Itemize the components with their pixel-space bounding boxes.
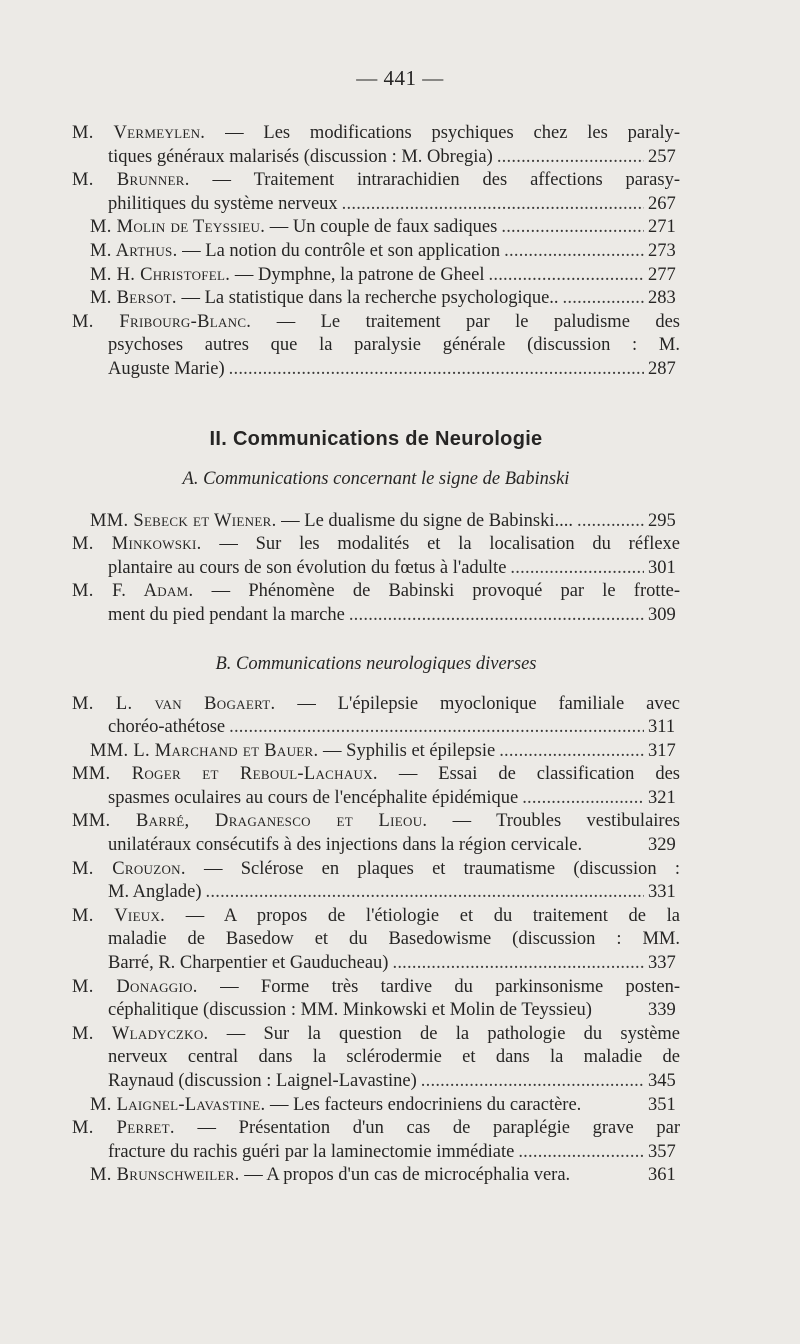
- entry-title-end: — Dymphne, la patrone de Gheel: [234, 264, 485, 285]
- dot-leader: [349, 604, 644, 628]
- toc-entry-body: [72, 1164, 680, 1188]
- toc-entry-last-line: [90, 881, 680, 905]
- toc-entry: [72, 169, 680, 216]
- toc-entry-line: [90, 334, 680, 358]
- entry-page: 271: [648, 217, 676, 238]
- entries-b: [72, 693, 680, 1188]
- toc-entry-body: [72, 693, 680, 740]
- toc-entry: [72, 1117, 680, 1164]
- entries-a: [72, 510, 680, 628]
- dot-leader: [501, 216, 644, 240]
- entry-title-end: unilatéraux consécutifs à des injections dans la région cervicale.: [108, 835, 583, 856]
- entry-title-end: spasmes oculaires au cours de l'encéphalite épidémique: [108, 787, 519, 808]
- entry-author: M. H. Christofel.: [90, 264, 231, 285]
- dot-leader: [577, 510, 644, 534]
- entry-title-line: — Troubles vestibulaires: [452, 811, 680, 832]
- entry-title-end: Raynaud (discussion : Laignel-Lavastine): [108, 1071, 417, 1091]
- dot-leader: [392, 952, 644, 976]
- toc-entry-first-line: [72, 810, 680, 834]
- entry-author: MM. Sebeck et Wiener.: [90, 510, 277, 531]
- entry-author: M. Perret.: [72, 1118, 175, 1139]
- toc-entry-line: [90, 928, 680, 952]
- entry-title-end: Auguste Marie): [108, 358, 225, 379]
- entry-title-line: — Présentation d'un cas de paraplégie grave par: [197, 1118, 681, 1139]
- entry-author: MM. Barré, Draganesco et Lieou.: [72, 811, 428, 832]
- dot-leader: [497, 146, 644, 170]
- toc-entry-body: [72, 858, 680, 905]
- toc-entry: [72, 287, 680, 311]
- toc-entry-body: [72, 216, 680, 240]
- toc-entry-body: [72, 580, 680, 627]
- entry-page: 309: [648, 604, 676, 625]
- toc-entry-body: [72, 976, 680, 1023]
- entry-page: 329: [648, 835, 676, 856]
- entry-page: 273: [648, 240, 676, 261]
- entry-author: M. Brunschweiler.: [90, 1165, 240, 1186]
- toc-entry-body: [72, 1023, 680, 1094]
- entry-author: M. Arthus.: [90, 240, 178, 261]
- entry-title-end: M. Anglade): [108, 882, 202, 903]
- entry-author: MM. Roger et Reboul-Lachaux.: [72, 764, 378, 785]
- entry-title-end: tiques généraux malarisés (discussion : M. Obregia): [108, 146, 493, 167]
- toc-entry-body: [72, 122, 680, 169]
- toc-entry-last-line: [90, 999, 680, 1023]
- entry-title-line: — Sur les modalités et la localisation du réflexe: [219, 534, 681, 555]
- entry-title-end: — Le dualisme du signe de Babinski....: [281, 510, 573, 531]
- toc-entry-last-line: [90, 952, 680, 976]
- dot-leader: [342, 193, 644, 217]
- page-number: — 441 —: [356, 66, 444, 90]
- entry-title-end: Barré, R. Charpentier et Gauducheau): [108, 953, 389, 974]
- entry-page: 287: [648, 358, 676, 379]
- subsection-heading-a: A. Communications concernant le signe de Babinski: [182, 468, 570, 489]
- toc-entry: [72, 1164, 680, 1188]
- toc-entry-body: [72, 905, 680, 976]
- toc-entry-line: [90, 287, 680, 311]
- entry-author: M. Vermeylen.: [72, 123, 206, 143]
- toc-entry: [72, 1094, 680, 1118]
- toc-entry-line: [90, 1046, 680, 1070]
- entry-author: M. L. van Bogaert.: [72, 693, 276, 714]
- entry-title-line: — Essai de classification des: [398, 764, 681, 785]
- toc-entry-first-line: [72, 976, 680, 1000]
- toc-entry-last-line: [90, 193, 680, 217]
- entry-title-line: — Forme très tardive du parkinsonisme posten-: [220, 976, 680, 997]
- toc-entry: [72, 1023, 680, 1094]
- toc-entry-last-line: [90, 358, 680, 382]
- dot-leader: [489, 264, 645, 288]
- entry-title-end: fracture du rachis guéri par la laminectomie immédiate: [108, 1141, 515, 1162]
- entry-text: [90, 1164, 570, 1188]
- toc-entry: [72, 858, 680, 905]
- entry-page: 301: [648, 557, 676, 578]
- entry-title-line: — Phénomène de Babinski provoqué par le frotte-: [211, 581, 681, 602]
- toc-entry: [72, 122, 680, 169]
- toc-entry-body: [72, 1094, 680, 1118]
- toc-entry: [72, 216, 680, 240]
- toc-entry-first-line: [72, 580, 681, 604]
- toc-entry-body: [72, 264, 680, 288]
- toc-entry-body: [72, 533, 680, 580]
- entry-text: [90, 216, 497, 240]
- entry-page: 345: [648, 1071, 676, 1091]
- toc-entry: [72, 763, 680, 810]
- toc-entry-last-line: [90, 604, 680, 628]
- entry-text: [90, 740, 495, 764]
- entry-title-end: philitiques du système nerveux: [108, 193, 338, 214]
- section-heading: II. Communications de Neurologie: [209, 427, 543, 450]
- entry-page: 331: [648, 882, 676, 903]
- toc-entry-last-line: [90, 557, 680, 581]
- dot-leader: [229, 358, 644, 382]
- entry-author: MM. L. Marchand et Bauer.: [90, 740, 319, 761]
- toc-entry-body: [72, 1117, 680, 1164]
- entry-title-end: — La statistique dans la recherche psychologique..: [181, 288, 559, 309]
- toc-entry: [72, 533, 680, 580]
- dot-leader: [499, 740, 644, 764]
- toc-entry-last-line: [90, 716, 680, 740]
- entry-text: [90, 240, 500, 264]
- dot-leader: [518, 1141, 644, 1165]
- entries-top: [72, 122, 680, 382]
- toc-entry: [72, 976, 680, 1023]
- toc-entry-body: [72, 311, 680, 382]
- entry-title-line: nerveux central dans la sclérodermie et dans la maladie de: [108, 1047, 680, 1068]
- entry-page: 311: [648, 717, 676, 738]
- entry-title-line: — Traitement intrarachidien des affections parasy-: [212, 170, 680, 191]
- toc-entry-line: [90, 740, 680, 764]
- toc-entry-line: [90, 216, 680, 240]
- toc-entry-first-line: [72, 858, 680, 882]
- toc-entry: [72, 311, 680, 382]
- entry-title-line: — A propos de l'étiologie et du traitement de la: [185, 905, 680, 926]
- entry-page: 267: [648, 193, 676, 214]
- entry-author: M. Wladyczko.: [72, 1023, 209, 1044]
- entry-title-end: ment du pied pendant la marche: [108, 604, 345, 625]
- entry-text: [90, 510, 573, 534]
- subsection-heading-b: B. Communications neurologiques diverses: [215, 653, 537, 674]
- toc-entry-first-line: [72, 1117, 681, 1141]
- toc-entry-first-line: [72, 905, 680, 929]
- entry-author: M. Crouzon.: [72, 858, 186, 879]
- toc-entry-body: [72, 240, 680, 264]
- toc-entry-body: [72, 169, 680, 216]
- entry-author: M. Donaggio.: [72, 976, 198, 997]
- toc-entry: [72, 693, 680, 740]
- entry-title-end: céphalitique (discussion : MM. Minkowski et Molin de Teyssieu): [108, 1000, 592, 1021]
- toc-entry-body: [72, 740, 680, 764]
- toc-entry-line: [90, 240, 680, 264]
- entry-title-line: psychoses autres que la paralysie générale (discussion : M.: [108, 335, 680, 356]
- toc-entry: [72, 740, 680, 764]
- entry-title-end: — Les facteurs endocriniens du caractère.: [270, 1094, 582, 1115]
- toc-entry: [72, 510, 680, 534]
- dot-leader: [510, 557, 644, 581]
- dot-leader: [522, 787, 644, 811]
- toc-entry-last-line: [90, 1070, 680, 1094]
- toc-entry-first-line: [72, 693, 680, 717]
- toc-entry-first-line: [72, 1023, 681, 1047]
- toc-entry: [72, 905, 680, 976]
- entry-text: [90, 287, 559, 311]
- toc-entry-line: [90, 264, 680, 288]
- entry-page: 277: [648, 264, 676, 285]
- toc-entry-body: [72, 287, 680, 311]
- entry-author: M. Molin de Teyssieu.: [90, 217, 266, 238]
- entry-title-end: — La notion du contrôle et son application: [182, 240, 501, 261]
- dot-leader: [206, 881, 644, 905]
- entry-title-end: — A propos d'un cas de microcéphalia vera.: [244, 1165, 571, 1186]
- toc-entry-first-line: [72, 122, 680, 146]
- entry-page: 357: [648, 1141, 676, 1162]
- entry-title-end: — Un couple de faux sadiques: [269, 217, 498, 238]
- entry-author: M. F. Adam.: [72, 581, 194, 602]
- toc-entry: [72, 580, 680, 627]
- entry-text: [90, 1094, 581, 1118]
- entry-title-end: — Syphilis et épilepsie: [323, 740, 496, 761]
- entry-author: M. Vieux.: [72, 905, 166, 926]
- entry-title-line: — L'épilepsie myoclonique familiale avec: [297, 693, 680, 714]
- toc-entry: [72, 810, 680, 857]
- entry-title-line: maladie de Basedow et du Basedowisme (discussion : MM.: [108, 929, 680, 950]
- entry-page: 351: [648, 1094, 676, 1115]
- toc-entry: [72, 240, 680, 264]
- toc-entry-last-line: [90, 834, 680, 858]
- toc-entry-last-line: [90, 787, 680, 811]
- toc-entry-line: [90, 510, 680, 534]
- toc-entry-last-line: [90, 146, 680, 170]
- entry-page: 321: [648, 787, 676, 808]
- entry-page: 317: [648, 740, 676, 761]
- dot-leader: [229, 716, 644, 740]
- toc-entry-last-line: [90, 1141, 680, 1165]
- entry-page: 337: [648, 953, 676, 974]
- entry-text: [90, 264, 485, 288]
- entry-title-line: — Sclérose en plaques et traumatisme (discussion :: [204, 858, 680, 879]
- dot-leader: [504, 240, 644, 264]
- table-of-contents: [72, 122, 680, 1188]
- entry-page: 257: [648, 146, 676, 167]
- entry-title-end: plantaire au cours de son évolution du fœtus à l'adulte: [108, 557, 507, 578]
- toc-entry-body: [72, 763, 680, 810]
- toc-entry-line: [90, 1094, 680, 1118]
- toc-entry-first-line: [72, 169, 680, 193]
- entry-author: M. Laignel-Lavastine.: [90, 1094, 266, 1115]
- entry-title-end: choréo-athétose: [108, 717, 226, 738]
- entry-author: M. Bersot.: [90, 288, 177, 309]
- toc-entry-first-line: [72, 311, 681, 335]
- toc-entry: [72, 264, 680, 288]
- entry-page: 283: [648, 288, 676, 309]
- entry-page: 361: [648, 1165, 676, 1186]
- toc-entry-first-line: [72, 763, 681, 787]
- entry-title-line: — Les modifications psychiques chez les paraly-: [225, 123, 680, 143]
- toc-entry-first-line: [72, 533, 681, 557]
- entry-author: M. Minkowski.: [72, 534, 202, 555]
- entry-page: 339: [648, 1000, 676, 1021]
- entry-title-line: — Le traitement par le paludisme des: [276, 311, 681, 332]
- entry-author: M. Brunner.: [72, 170, 190, 191]
- toc-entry-body: [72, 510, 680, 534]
- dot-leader: [563, 287, 644, 311]
- dot-leader: [421, 1070, 644, 1094]
- entry-page: 295: [648, 510, 676, 531]
- entry-title-line: — Sur la question de la pathologie du système: [226, 1023, 681, 1044]
- toc-entry-body: [72, 810, 680, 857]
- entry-author: M. Fribourg-Blanc.: [72, 311, 252, 332]
- toc-entry-line: [90, 1164, 680, 1188]
